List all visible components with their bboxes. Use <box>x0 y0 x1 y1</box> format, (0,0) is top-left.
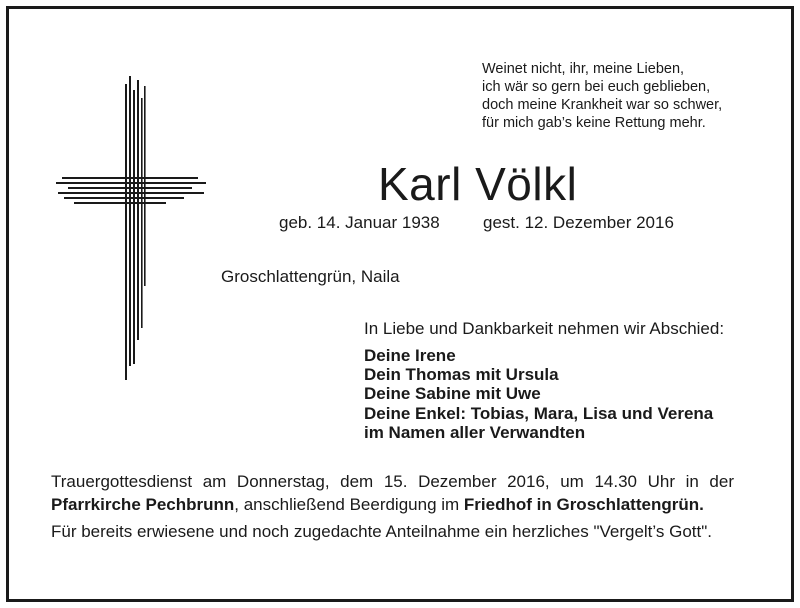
residence: Groschlattengrün, Naila <box>221 267 400 286</box>
cross-icon <box>54 76 214 386</box>
service-connector: , anschließend Beerdigung im <box>234 495 464 514</box>
birth-date: geb. 14. Januar 1938 <box>279 213 440 232</box>
poem-line: für mich gab’s keine Rettung mehr. <box>482 115 706 131</box>
service-notice <box>51 470 734 516</box>
poem-line: ich wär so gern bei euch geblieben, <box>482 79 711 95</box>
mourner: im Namen aller Verwandten <box>364 422 586 442</box>
thanks-text: Für bereits erwiesene und noch zugedachte Anteilnahme ein herzliches "Vergelt’s Gott". <box>51 522 712 541</box>
church-name: Pfarrkirche Pechbrunn <box>51 495 235 514</box>
cemetery-name: Friedhof in Groschlattengrün. <box>463 495 704 514</box>
service-line-2 <box>51 495 704 514</box>
deceased-name: Karl Völkl <box>378 158 578 210</box>
poem <box>482 60 772 132</box>
mourner: Deine Irene <box>364 346 456 365</box>
mourners-list <box>364 346 713 442</box>
death-date: gest. 12. Dezember 2016 <box>483 213 674 232</box>
poem-line: Weinet nicht, ihr, meine Lieben, <box>482 61 685 77</box>
mourner: Deine Sabine mit Uwe <box>364 384 541 404</box>
mourner: Deine Enkel: Tobias, Mara, Lisa und Verena <box>364 403 714 423</box>
poem-line: doch meine Krankheit war so schwer, <box>482 97 723 113</box>
mourner: Dein Thomas mit Ursula <box>364 365 559 385</box>
service-line-1: Trauergottesdienst am Donnerstag, dem 15. Dezember 2016, um 14.30 Uhr in der <box>51 472 734 491</box>
farewell-text: In Liebe und Dankbarkeit nehmen wir Abschied: <box>364 319 725 338</box>
